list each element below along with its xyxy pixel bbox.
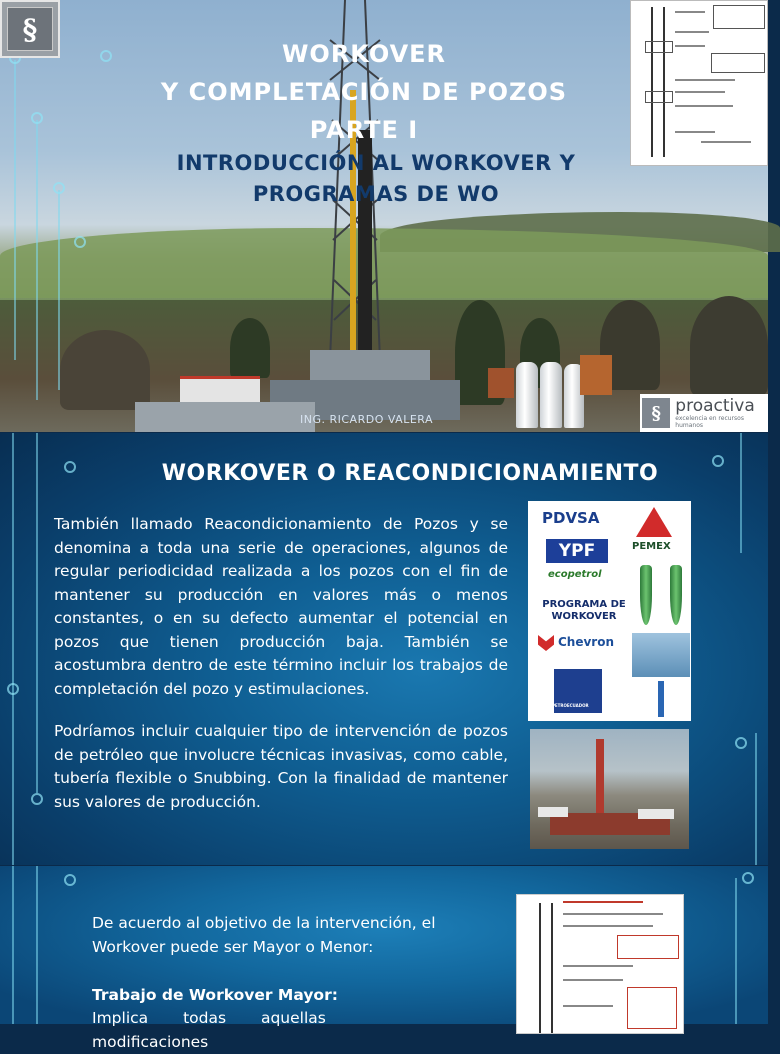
circuit-line (36, 866, 38, 1024)
pemex-logo: PEMEX (632, 541, 671, 552)
ypf-logo: YPF (546, 539, 608, 563)
logo-mark-icon: § (7, 7, 53, 51)
circuit-node (74, 236, 86, 248)
pdvsa-logo: PDVSA (542, 509, 600, 527)
tree (230, 318, 270, 378)
chevron-logo: Chevron (558, 635, 615, 649)
circuit-line (755, 733, 757, 865)
site-equipment (135, 402, 315, 432)
oil-companies-collage (528, 501, 691, 721)
circuit-node (31, 112, 43, 124)
circuit-node (742, 872, 754, 884)
storage-tank (540, 362, 562, 428)
circuit-node (64, 461, 76, 473)
definition-paragraph: También llamado Reacondicionamiento de Pozos y se denomina a toda una serie de operaciones, algunos de regular periodicidad realizada a los pozos con el fin de mantener su producción en valores más o menos constantes, o en su defecto aumentar el potencial en pozos que tienen producción baja. También se acostumbra dentro de este término incluir los trabajos de completación del pozo y estimulaciones. (54, 515, 508, 698)
offshore-platform-photo (632, 633, 690, 677)
title-line-3: PARTE I (309, 116, 419, 144)
proactiva-logo (640, 394, 768, 432)
circuit-node (735, 737, 747, 749)
circuit-line (36, 433, 38, 793)
well-program-thumbnail (516, 894, 684, 1034)
workover-rig-photo (530, 729, 689, 849)
ecopetrol-logo: ecopetrol (548, 569, 602, 580)
intervention-paragraph: Podríamos incluir cualquier tipo de intervención de pozos de petróleo que involucre técnicas invasivas, como cable, tubería flexible o Snubbing. Con la finalidad de mantener sus valores de producción. (54, 722, 508, 811)
drill-bit-icon (670, 565, 682, 625)
title-line-2: Y COMPLETACIÓN DE POZOS (160, 78, 568, 106)
tree (690, 296, 768, 396)
workover-types-intro: De acuerdo al objetivo de la intervención, el Workover puede ser Mayor o Menor: (92, 914, 436, 956)
farm-house (488, 368, 514, 398)
programa-line-2: WORKOVER (551, 611, 617, 622)
circuit-line (740, 433, 742, 553)
pemex-eagle-icon (636, 507, 672, 537)
circuit-node (7, 683, 19, 695)
tree (60, 330, 150, 410)
circuit-node (64, 874, 76, 886)
well-schematic-thumbnail (630, 0, 768, 166)
slide-heading: WORKOVER O REACONDICIONAMIENTO (161, 461, 659, 486)
proactiva-tagline: excelencia en recursos humanos (675, 415, 744, 429)
proactiva-mark-icon: § (642, 398, 670, 428)
proactiva-name: proactiva (675, 396, 755, 416)
definition-slide (0, 433, 768, 865)
circuit-line (36, 120, 38, 400)
circuit-line (12, 866, 14, 1024)
circuit-node (712, 455, 724, 467)
title-line-1: WORKOVER (281, 40, 447, 68)
circuit-line (58, 190, 60, 390)
tool-icon (658, 681, 664, 717)
storage-tank (516, 362, 538, 428)
author-name: ING. RICARDO VALERA (300, 413, 433, 426)
subtitle-line-1: INTRODUCCIÓN AL WORKOVER Y (176, 151, 576, 175)
site-container (180, 376, 260, 405)
circuit-line (735, 878, 737, 1024)
farm-house (580, 355, 612, 395)
circuit-node (31, 793, 43, 805)
petroecuador-label: PETROECUADOR (552, 703, 589, 708)
circuit-line (14, 60, 16, 360)
workover-types-slide (0, 866, 768, 1051)
circuit-line (12, 433, 14, 865)
subtitle-line-2: PROGRAMAS DE WO (252, 182, 500, 206)
title-slide (0, 0, 768, 432)
programa-line-1: PROGRAMA DE (542, 599, 626, 610)
mayor-heading: Trabajo de Workover Mayor: (92, 986, 338, 1004)
mayor-text: Implica todas aquellas modificaciones (92, 1009, 326, 1051)
company-logo (0, 0, 60, 58)
drill-bit-icon (640, 565, 652, 625)
circuit-node (53, 182, 65, 194)
chevron-mark-icon (538, 635, 554, 651)
